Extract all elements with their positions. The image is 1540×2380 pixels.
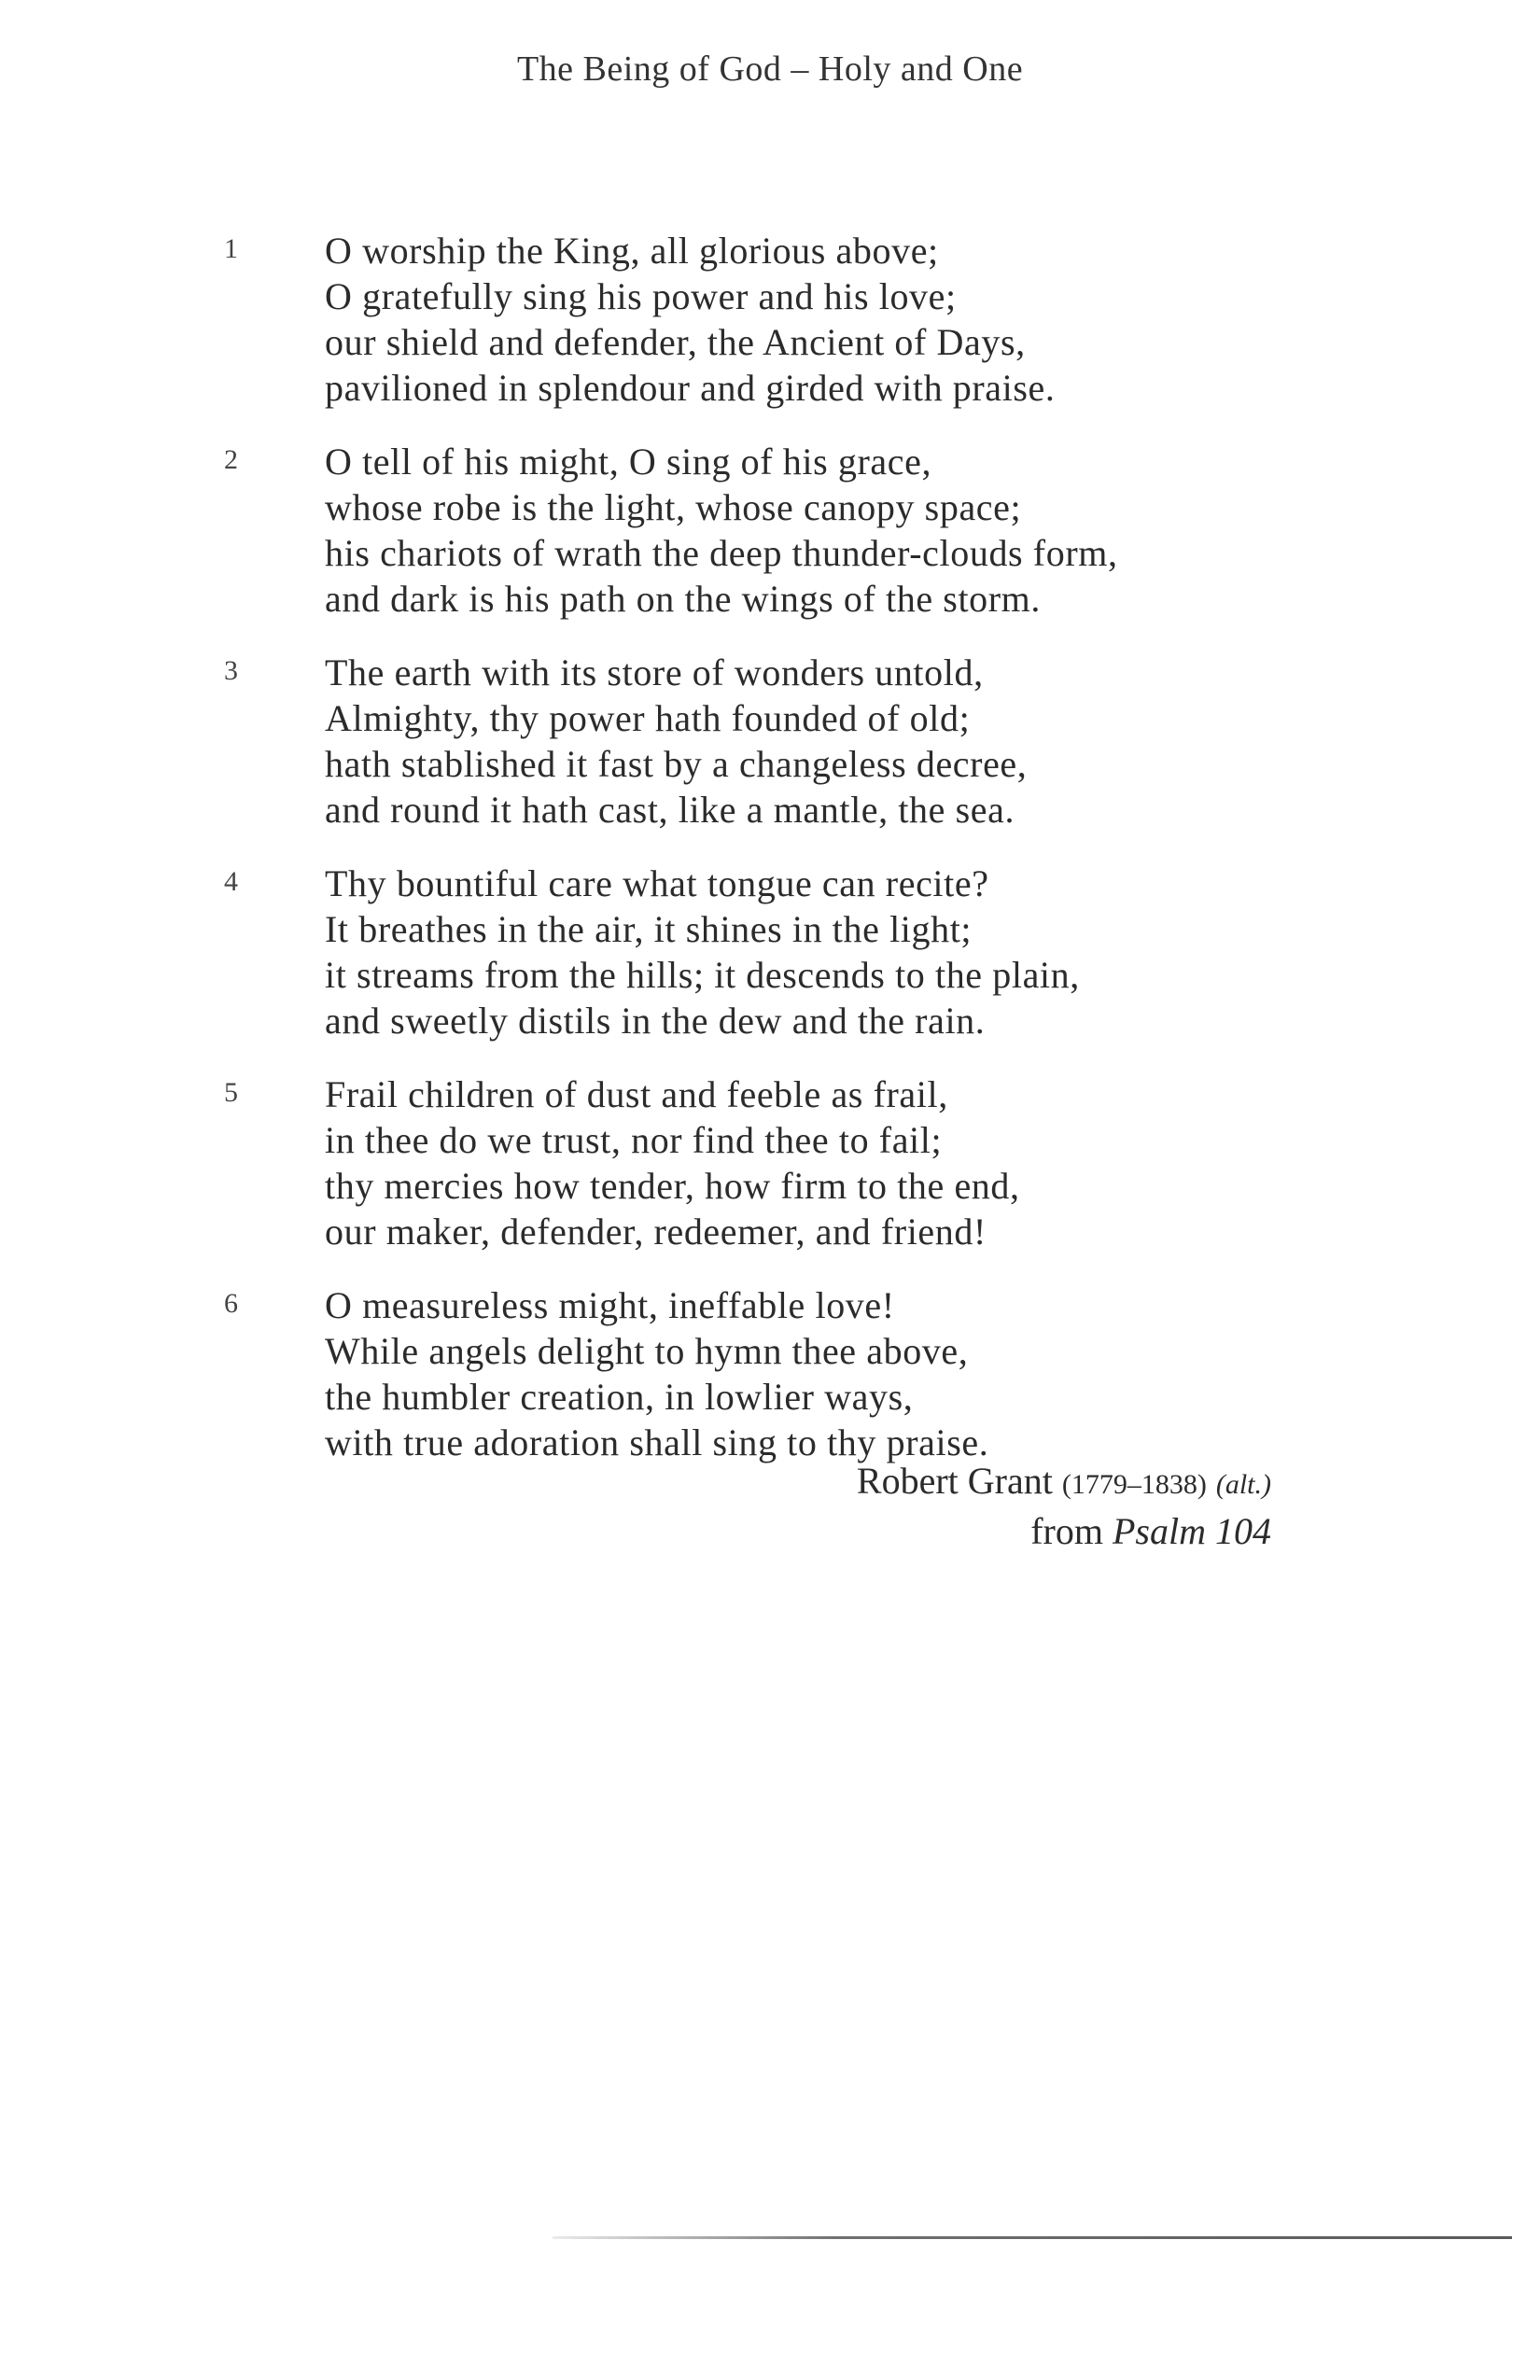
verse-3: [224, 650, 1307, 833]
verse-2: [224, 439, 1307, 622]
verse-5: [224, 1071, 1307, 1254]
verse-lines: [325, 1282, 1307, 1465]
verse-line: Almighty, thy power hath founded of old;: [325, 697, 971, 739]
verse-1: [224, 228, 1307, 411]
verse-number: 1: [224, 233, 238, 264]
verse-number: 4: [224, 866, 238, 897]
verse-lines: [325, 1071, 1307, 1254]
source-prefix: from: [1030, 1510, 1103, 1552]
hymn-text: [224, 228, 1307, 1493]
verse-line: and dark is his path on the wings of the storm.: [325, 578, 1041, 620]
source-name: Psalm: [1113, 1510, 1206, 1552]
verse-line: it streams from the hills; it descends to the plain,: [325, 954, 1080, 996]
verse-lines: [325, 861, 1307, 1043]
verse-line: O measureless might, ineffable love!: [325, 1284, 895, 1326]
verse-line: and round it hath cast, like a mantle, the sea.: [325, 789, 1015, 831]
author-dates: (1779–1838): [1061, 1469, 1207, 1500]
altered-note: (alt.): [1215, 1469, 1271, 1500]
verse-line: the humbler creation, in lowlier ways,: [325, 1376, 914, 1418]
author-line: [857, 1458, 1271, 1508]
running-title: The Being of God – Holy and One: [516, 49, 1024, 89]
source-number: 104: [1215, 1510, 1271, 1552]
verse-6: [224, 1282, 1307, 1465]
source-line: [857, 1508, 1271, 1555]
verse-line: in thee do we trust, nor find thee to fail;: [325, 1119, 943, 1161]
verse-line: his chariots of wrath the deep thunder-clouds form,: [325, 532, 1118, 574]
verse-number: 3: [224, 655, 238, 686]
verse-line: our shield and defender, the Ancient of Days,: [325, 321, 1026, 363]
verse-line: Frail children of dust and feeble as frail,: [325, 1073, 948, 1115]
verse-line: It breathes in the air, it shines in the light;: [325, 908, 973, 950]
verse-number: 6: [224, 1288, 238, 1319]
verse-line: While angels delight to hymn thee above,: [325, 1330, 969, 1372]
verse-line: hath stablished it fast by a changeless decree,: [325, 743, 1028, 785]
verse-line: whose robe is the light, whose canopy space;: [325, 486, 1022, 528]
verse-number: 2: [224, 444, 238, 475]
author-name: Robert Grant: [856, 1460, 1053, 1502]
verse-line: with true adoration shall sing to thy praise.: [325, 1421, 989, 1463]
verse-line: O tell of his might, O sing of his grace,: [325, 441, 932, 483]
verse-line: Thy bountiful care what tongue can recite?: [325, 862, 989, 904]
verse-line: thy mercies how tender, how firm to the end,: [325, 1165, 1020, 1207]
verse-lines: [325, 650, 1307, 833]
verse-line: and sweetly distils in the dew and the rain.: [325, 1000, 986, 1042]
verse-line: O worship the King, all glorious above;: [325, 230, 939, 272]
footer-rule: [553, 2236, 1512, 2239]
verse-line: pavilioned in splendour and girded with praise.: [325, 367, 1056, 409]
verse-number: 5: [224, 1077, 238, 1108]
verse-lines: [325, 439, 1307, 622]
verse-4: [224, 861, 1307, 1043]
verse-line: O gratefully sing his power and his love;: [325, 275, 957, 317]
verse-line: our maker, defender, redeemer, and friend!: [325, 1211, 987, 1253]
verse-line: The earth with its store of wonders untold,: [325, 651, 984, 693]
attribution: [857, 1458, 1271, 1555]
verse-lines: [325, 228, 1307, 411]
